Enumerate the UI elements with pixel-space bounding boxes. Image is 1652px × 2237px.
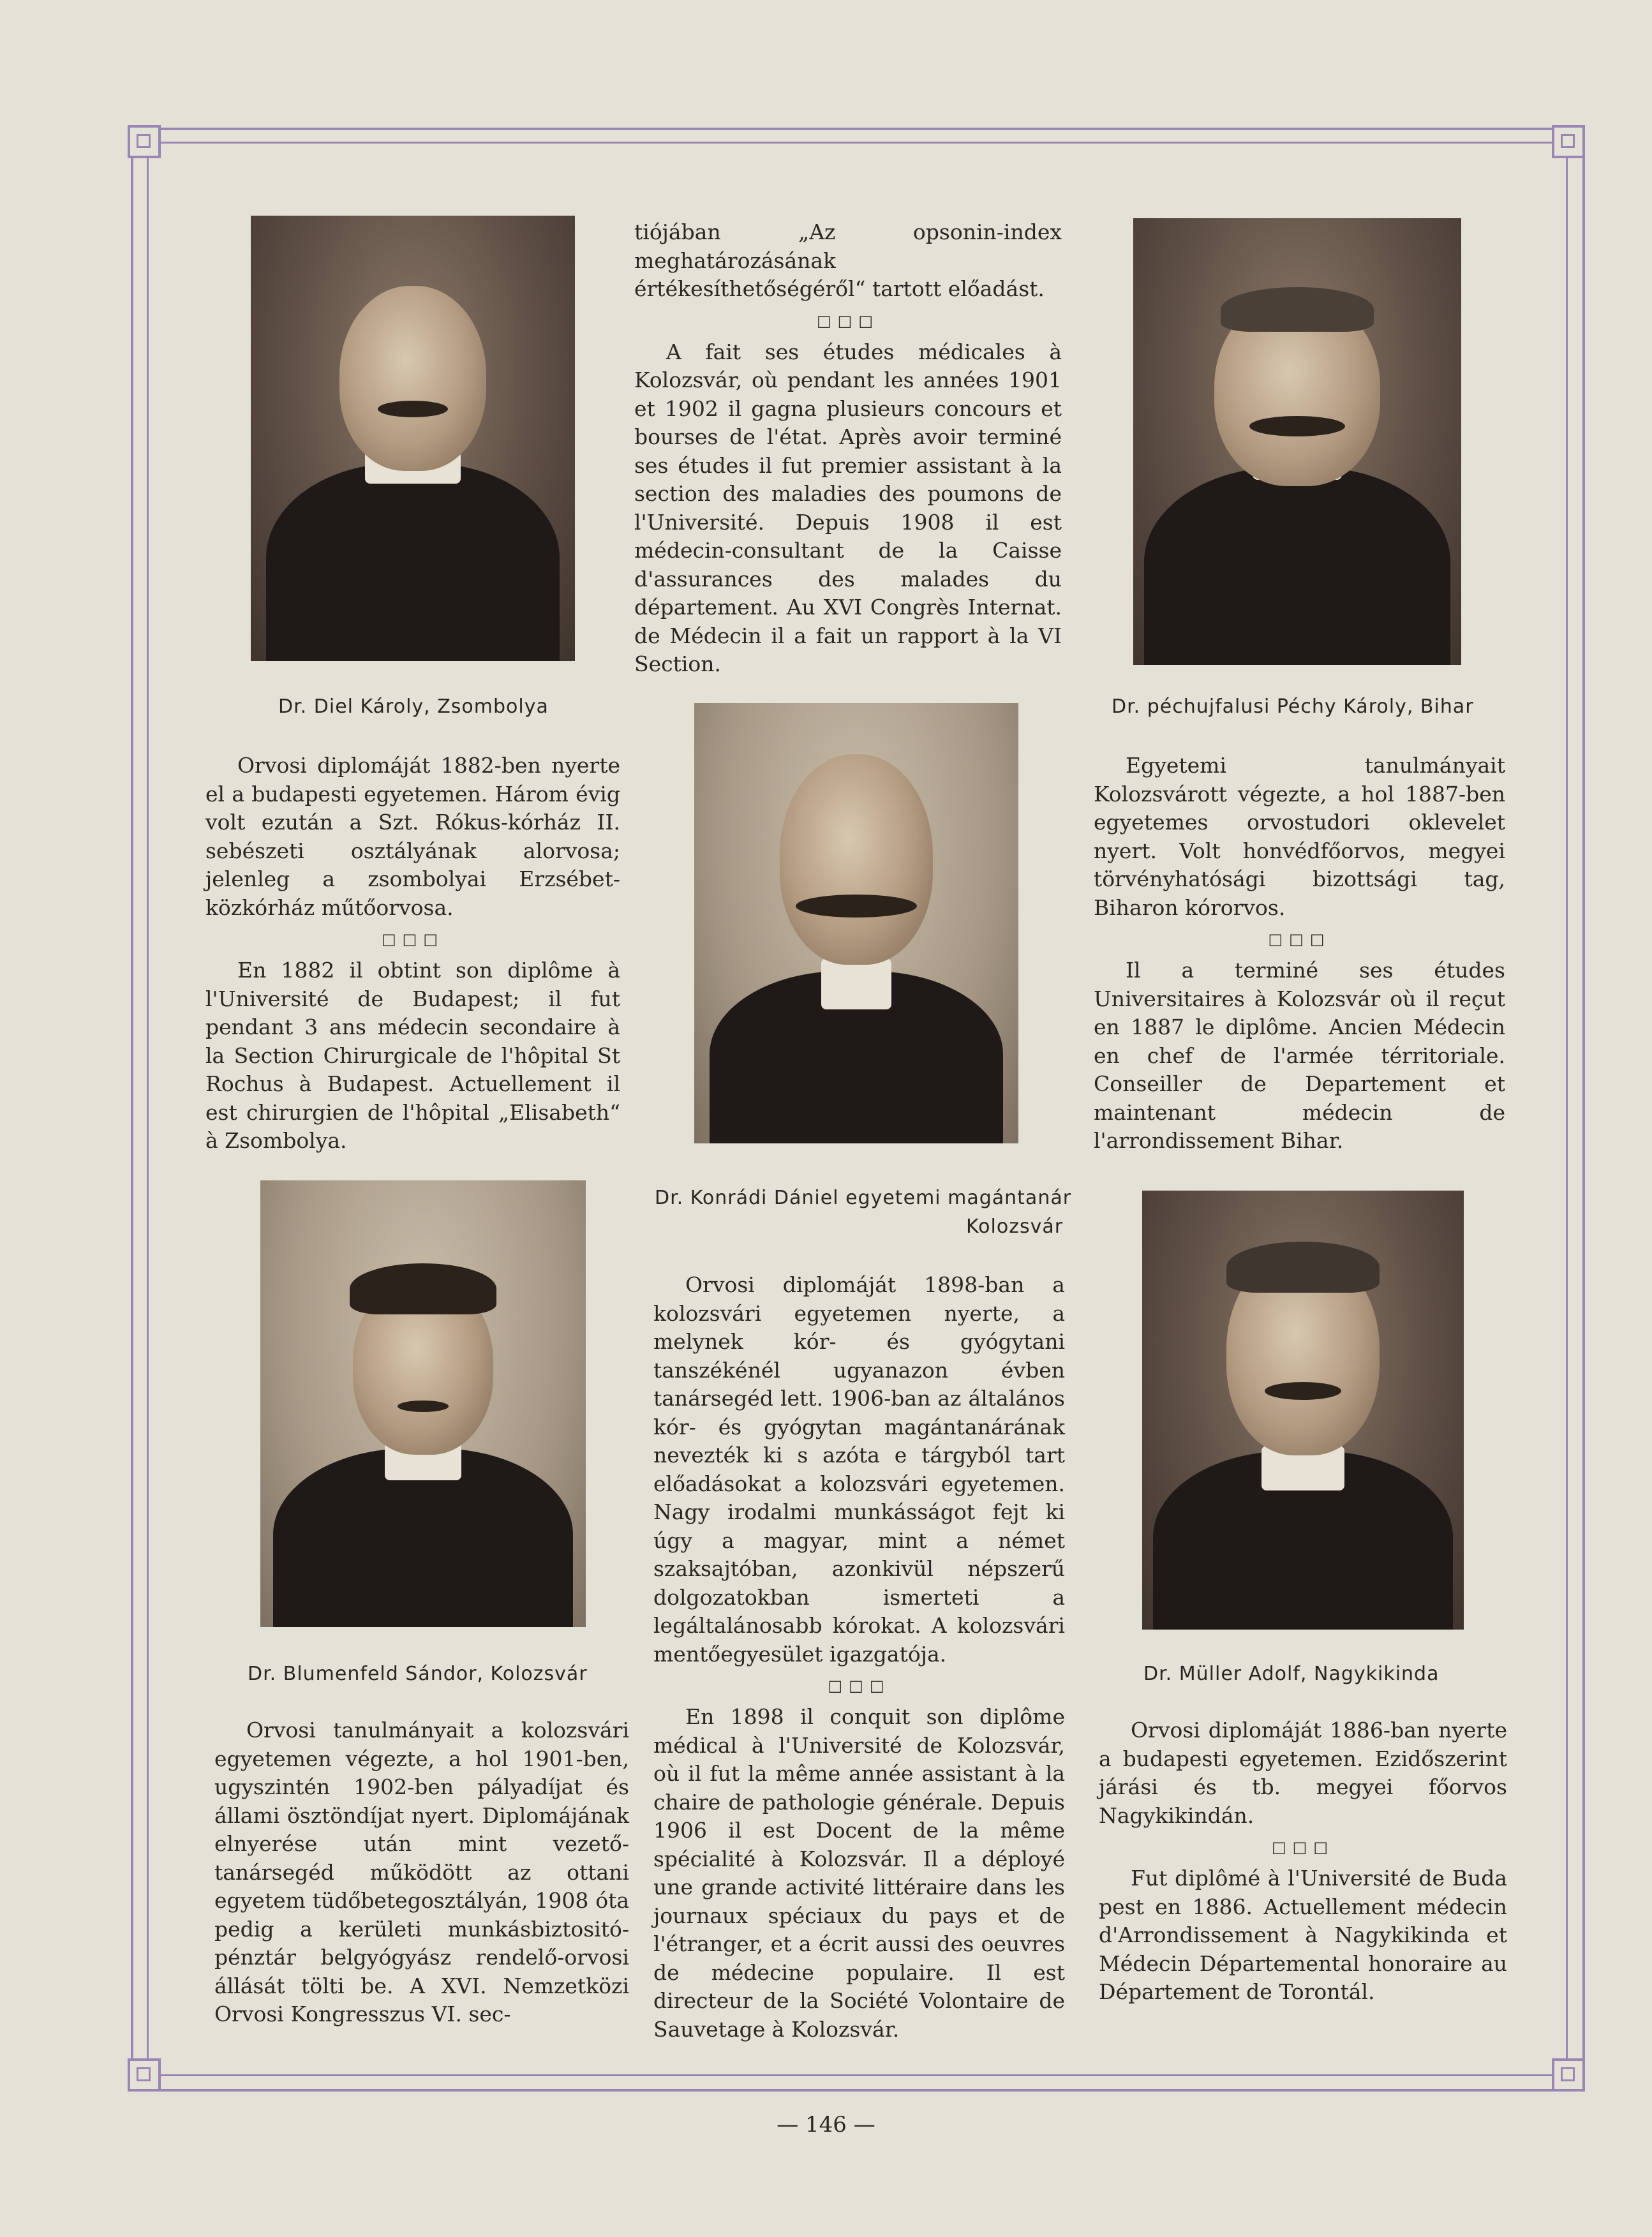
text-blumenfeld [214,1716,629,2029]
portrait-pechy [1133,218,1461,665]
paragraph-muller-fr: Fut diplômé à l'Université de Buda pest en 1886. Actuellement médecin d'Arrondissement à Nagykikinda et Médecin Départemental honoraire au Département de Torontál. [1099,1866,1507,2004]
paragraph-pechy-hu: Egyetemi tanulmányait Kolozsvárott végezte, a hol 1887-ben egyetemes orvostudori oklevelet nyert. Volt honvédfőorvos, megyei törvényhatósági bizottsági tag, Biharon kórorvos. [1094,753,1505,920]
frame-corner-bl [128,2058,161,2092]
paragraph-diel-fr: En 1882 il obtint son diplôme à l'Université de Budapest; il fut pendant 3 ans médecin secondaire à la Section Chirurgicale de l'hôpital St Rochus à Budapest. Actuellement il est chirurgien de l'hôpital „Elisabeth“ à Zsombolya. [205,958,620,1153]
separator: □□□ [816,311,880,330]
paragraph-blumenfeld-hu: Orvosi tanulmányait a kolozsvári egyetemen végezte, a hol 1901-ben, ugyszintén 1902-ben pályadíjat és állami ösztöndíjat nyert. Diplomájának elnyerése után mint vezető-tanársegéd működött az ottani egyetem tüdőbetegosztályán, 1908 óta pedig a kerületi munkásbiztositó-pénztár belgyógyász rendelő-orvosi állását tölti be. A XVI. Nemzetközi Orvosi Kongresszus VI. sec- [214,1718,629,2026]
caption-konradi-line1: Dr. Konrádi Dániel egyetemi magántanár [655,1187,1072,1209]
frame-corner-tr [1552,125,1585,158]
caption-konradi-line2: Kolozsvár [966,1215,1064,1238]
text-konradi [653,1271,1065,2044]
caption-blumenfeld: Dr. Blumenfeld Sándor, Kolozsvár [248,1663,588,1685]
paragraph-pechy-fr: Il a terminé ses études Universitaires à Kolozsvár où il reçut en 1887 le diplôme. Ancien Médecin en chef de l'armée térritoriale. Conseiller de Departement et maintenant médecin de l'arrondissement Bihar. [1094,958,1505,1153]
caption-diel: Dr. Diel Károly, Zsombolya [278,695,549,718]
separator: □□□ [1268,930,1331,948]
text-diel [205,752,620,1156]
paragraph-konradi-hu: Orvosi diplomáját 1898-ban a kolozsvári egyetemen nyerte, a melynek kór- és gyógytani tanszékénél ugyanazon évben tanársegéd lett. 1906-ban az általános kór- és gyógytan magántanárának nevezték ki s azóta e tárgyból tart előadásokat a kolozsvári egyetemen. Nagy irodalmi munkásságot fejt ki úgy a magyar, mint a német szaksajtóban, azonkivül népszerű dolgozatokban ismerteti a legáltalánosabb kórokat. A kolozsvári mentőegyesület igazgatója. [653,1272,1065,1667]
page-number: — 146 — [777,2112,875,2137]
portrait-blumenfeld [260,1180,586,1627]
paragraph-muller-hu: Orvosi diplomáját 1886-ban nyerte a budapesti egyetemen. Ezidőszerint járási és tb. megyei főorvos Nagykikindán. [1099,1718,1507,1828]
text-muller [1099,1716,1507,2007]
portrait-muller [1142,1191,1464,1630]
text-top-center [634,218,1062,679]
paragraph-konradi-fr: En 1898 il conquit son diplôme médical à l'Université de Kolozsvár, où il fut la même année assistant à la chaire de pathologie générale. Depuis 1906 il est Docent de la même spécialité à Kolozsvár. Il a déployé une grande activité littéraire dans les journaux spéciaux du pays et de l'étranger, et a écrit aussi des oeuvres de médecine populaire. Il est directeur de la Société Volontaire de Sauvetage à Kolozsvár. [653,1704,1065,2042]
text-pechy [1094,752,1505,1156]
caption-muller: Dr. Müller Adolf, Nagykikinda [1143,1663,1440,1685]
paragraph-top-center-fr: A fait ses études médicales à Kolozsvár, où pendant les années 1901 et 1902 il gagna plusieurs concours et bourses de l'état. Après avoir terminé ses études il fut premier assistant à la section des maladies des poumons de l'Université. Depuis 1908 il est médecin-consultant de la Caisse d'assurances des malades du département. Au XVI Congrès Internat. de Médecin il a fait un rapport à la VI Section. [634,339,1062,676]
frame-corner-tl [128,125,161,158]
separator: □□□ [1271,1838,1335,1856]
caption-pechy: Dr. péchujfalusi Péchy Károly, Bihar [1112,695,1474,718]
portrait-diel [251,216,575,661]
separator: □□□ [828,1677,891,1695]
paragraph-top-center-hu: tiójában „Az opsonin-index meghatározásának értékesíthetőségéről“ tartott előadást. [634,219,1062,301]
frame-corner-br [1552,2058,1585,2092]
portrait-konradi [694,703,1018,1143]
paragraph-diel-hu: Orvosi diplomáját 1882-ben nyerte el a budapesti egyetemen. Három évig volt ezután a Szt. Rókus-kórház II. sebészeti osztályának alorvosa; jelenleg a zsombolyai Erzsébet-közkórház műtőorvosa. [205,753,620,920]
separator: □□□ [381,930,445,948]
